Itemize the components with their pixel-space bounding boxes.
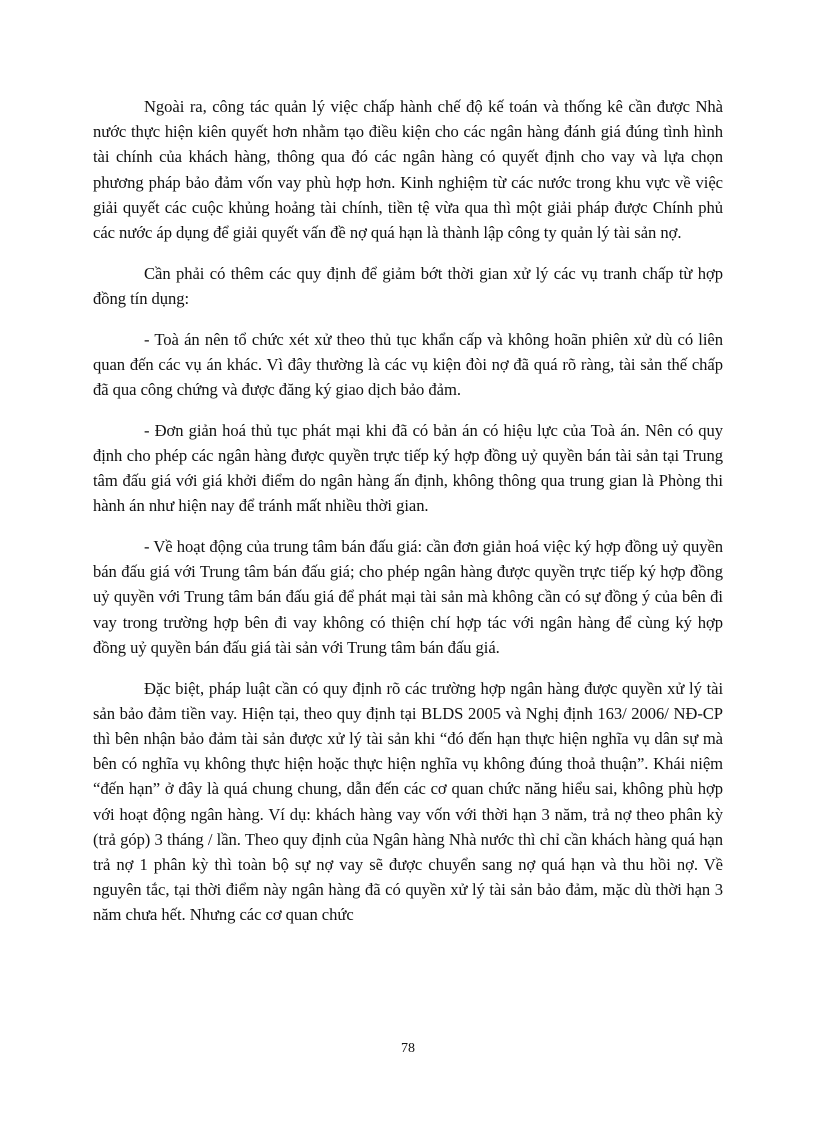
paragraph-4: - Đơn giản hoá thủ tục phát mại khi đã có bản án có hiệu lực của Toà án. Nên có quy định cho phép các ngân hàng được quyền trực tiếp ký hợp đồng uỷ quyền bán tài sản tại Trung tâm đấu giá với giá khởi điểm do ngân hàng ấn định, không thông qua trung gian là Phòng thi hành án như hiện nay để tránh mất nhiều thời gian. — [93, 420, 723, 516]
body-text — [93, 94, 723, 943]
paragraph-3: - Toà án nên tổ chức xét xử theo thủ tục khẩn cấp và không hoãn phiên xử dù có liên quan đến các vụ án khác. Vì đây thường là các vụ kiện đòi nợ đã quá rõ ràng, tài sản thế chấp đã qua công chứng và được đăng ký giao dịch bảo đảm. — [93, 329, 723, 400]
paragraph-6: Đặc biệt, pháp luật cần có quy định rõ các trường hợp ngân hàng được quyền xử lý tài sản bảo đảm tiền vay. Hiện tại, theo quy định tại BLDS 2005 và Nghị định 163/ 2006/ NĐ-CP thì bên nhận bảo đảm tài sản được xử lý tài sản khi “đó đến hạn thực hiện nghĩa vụ dân sự mà bên có nghĩa vụ không thực hiện hoặc thực hiện nghĩa vụ không đúng thoả thuận”. Khái niệm “đến hạn” ở đây là quá chung chung, dẫn đến các cơ quan chức năng hiểu sai, không phù hợp với hoạt động ngân hàng. Ví dụ: khách hàng vay vốn với thời hạn 3 năm, trả nợ theo phân kỳ (trả góp) 3 tháng / lần. Theo quy định của Ngân hàng Nhà nước thì chỉ cần khách hàng quá hạn trả nợ 1 phân kỳ thì toàn bộ sự nợ vay sẽ được chuyển sang nợ quá hạn và thu hồi nợ. Về nguyên tắc, tại thời điểm này ngân hàng đã có quyền xử lý tài sản bảo đảm, mặc dù thời hạn 3 năm chưa hết. Nhưng các cơ quan chức — [93, 678, 723, 925]
paragraph-1: Ngoài ra, công tác quản lý việc chấp hành chế độ kế toán và thống kê cần được Nhà nước thực hiện kiên quyết hơn nhằm tạo điều kiện cho các ngân hàng đánh giá đúng tình hình tài chính của khách hàng, thông qua đó các ngân hàng có quyết định cho vay và lựa chọn phương pháp bảo đảm vốn vay phù hợp hơn. Kinh nghiệm từ các nước trong khu vực về việc giải quyết các cuộc khủng hoảng tài chính, tiền tệ vừa qua thì một giải pháp được Chính phủ các nước áp dụng để giải quyết vấn đề nợ quá hạn là thành lập công ty quản lý tài sản nợ. — [93, 97, 723, 243]
paragraph-2: Cần phải có thêm các quy định để giảm bớt thời gian xử lý các vụ tranh chấp từ hợp đồng tín dụng: — [93, 263, 723, 308]
page-number: 78 — [401, 1041, 415, 1056]
paragraph-5: - Về hoạt động của trung tâm bán đấu giá: cần đơn giản hoá việc ký hợp đồng uỷ quyền bán đấu giá với Trung tâm bán đấu giá; cho phép ngân hàng được quyền trực tiếp ký hợp đồng uỷ quyền với Trung tâm bán đấu giá để phát mại tài sản mà không cần có sự đồng ý của bên đi vay trong trường hợp bên đi vay không có thiện chí hợp tác với ngân hàng để cùng ký hợp đồng uỷ quyền bán đấu giá tài sản với Trung tâm bán đấu giá. — [93, 537, 723, 657]
